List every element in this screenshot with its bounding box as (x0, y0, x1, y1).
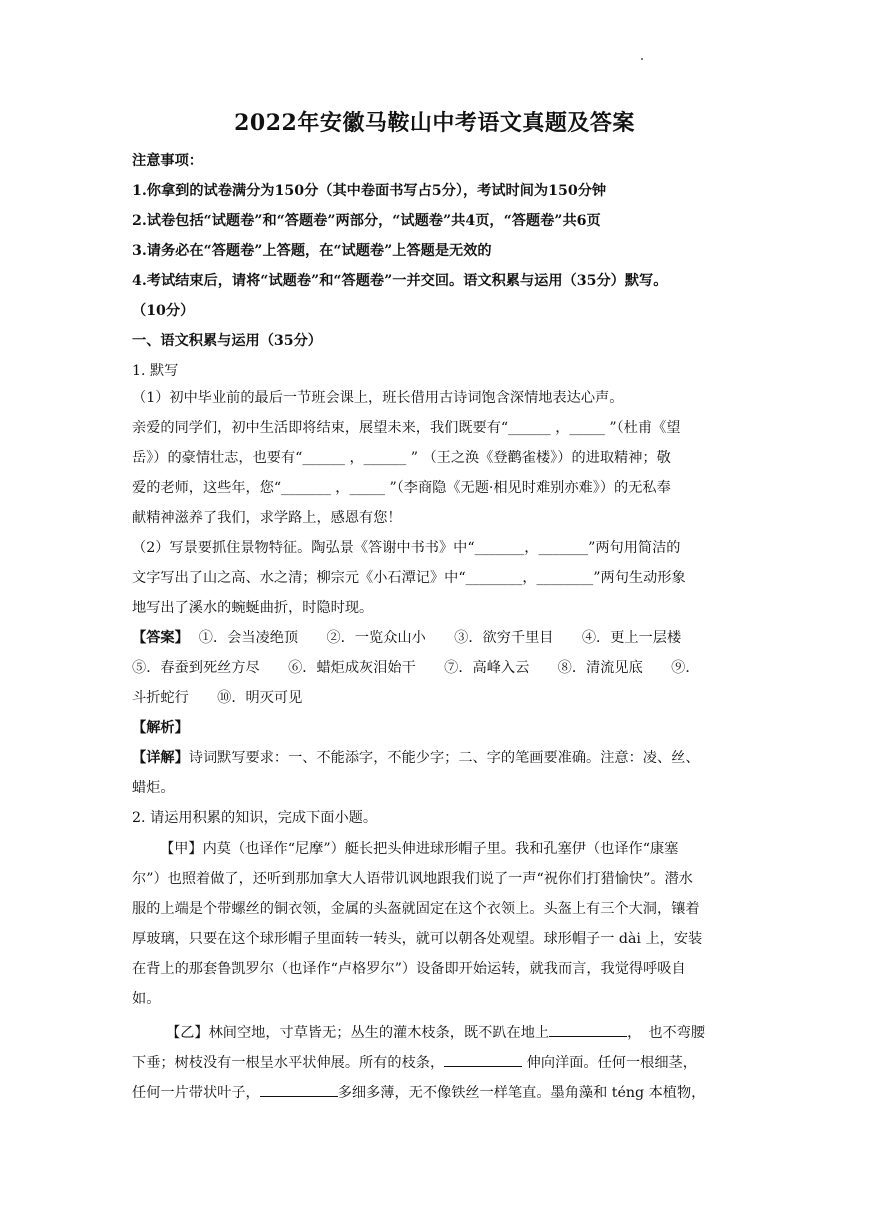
passage-jia-line: 在背上的那套鲁凯罗尔（也译作“卢格罗尔”）设备即开始运转，就我而言，我觉得呼吸自 (132, 961, 686, 977)
detail-label: 【详解】 (132, 750, 189, 766)
page-title: 2022年安徽马鞍山中考语文真题及答案 (234, 110, 635, 136)
question-1-part1-line: 献精神滋养了我们，求学路上，感恩有您！ (132, 510, 402, 526)
passage-yi-text: 伸向洋面。任何一根细茎， (522, 1055, 697, 1071)
passage-yi-line-1 (166, 1022, 742, 1042)
answer-text: ①．会当凌绝顶 ②．一览众山小 ③．欲穷千里目 ④．更上一层楼 (198, 630, 682, 646)
fill-blank[interactable] (444, 1052, 522, 1067)
passage-yi-text: 下垂；树枝没有一根呈水平状伸展。所有的枝条， (132, 1055, 445, 1071)
question-1-part2-line: 地写出了溪水的蜿蜒曲折，时隐时现。 (132, 600, 374, 616)
passage-yi-text: ， 也不弯腰 (627, 1025, 706, 1041)
passage-jia-line: 【甲】内莫（也译作“尼摩”）艇长把头伸进球形帽子里。我和孔塞伊（也译作“康塞 (160, 841, 679, 857)
fill-blank[interactable] (549, 1022, 627, 1037)
passage-yi-text: 任何一片带状叶子， (132, 1085, 260, 1101)
question-1-part2-line: （2）写景要抓住景物特征。陶弘景《答谢中书书》中“_______，_______”两句用简洁的 (132, 540, 681, 556)
section-heading: 一、语文积累与运用（35分） (132, 333, 322, 349)
passage-jia-line: 尔”）也照着做了，还听到那加拿大人语带讥讽地跟我们说了一声“祝你们打猎愉快”。潜水 (132, 871, 693, 887)
notes-item-2: 2.试卷包括“试题卷”和“答题卷”两部分，“试题卷”共4页，“答题卷”共6页 (132, 213, 601, 229)
notes-item-5: （10分） (132, 303, 195, 319)
question-2-label: 2. 请运用积累的知识，完成下面小题。 (132, 810, 378, 826)
question-1-part1-line: 亲爱的同学们，初中生活即将结束，展望未来，我们既要有“______ ，_____ ”（杜甫《望 (132, 420, 681, 436)
passage-jia-line: 厚玻璃，只要在这个球形帽子里面转一转头，就可以朝各处观望。球形帽子一 dài 上，安装 (132, 931, 703, 947)
passage-jia-line: 服的上端是个带螺丝的铜衣领，金属的头盔就固定在这个衣领上。头盔上有三个大洞，镶着 (132, 901, 700, 917)
fill-blank[interactable] (260, 1082, 338, 1097)
answer-line-2: ⑤．春蚕到死丝方尽 ⑥．蜡炬成灰泪始干 ⑦．高峰入云 ⑧．清流见底 ⑨． (132, 660, 700, 676)
notes-heading: 注意事项： (132, 153, 203, 169)
detail-line-2: 蜡炬。 (132, 780, 175, 796)
passage-yi-text: 【乙】林间空地，寸草皆无；丛生的灌木枝条，既不趴在地上 (166, 1025, 550, 1041)
question-1-label: 1. 默写 (132, 363, 179, 379)
question-1-part1-line: 爱的老师，这些年，您“_______ ，_____ ”（李商隐《无题·相见时难别亦难》）的无私奉 (132, 480, 671, 496)
question-1-part1-intro: （1）初中毕业前的最后一节班会课上，班长借用古诗词饱含深情地表达心声。 (132, 390, 624, 406)
passage-yi-line-3 (132, 1082, 742, 1102)
answer-label: 【答案】 (132, 630, 189, 646)
notes-item-1: 1.你拿到的试卷满分为150分（其中卷面书写占5分），考试时间为150分钟 (132, 183, 607, 199)
passage-yi-line-2 (132, 1052, 742, 1072)
notes-item-3: 3.请务必在“答题卷”上答题，在“试题卷”上答题是无效的 (132, 243, 492, 259)
detail-line-1 (132, 749, 742, 767)
notes-item-4: 4.考试结束后，请将“试题卷”和“答题卷”一并交回。语文积累与运用（35分）默写。 (132, 273, 668, 289)
answer-line-1 (132, 629, 742, 647)
passage-yi-text: 多细多薄，无不像铁丝一样笔直。墨角藻和 téng 本植物， (337, 1085, 706, 1101)
page-dot (641, 58, 643, 60)
question-1-part1-line: 岳》）的豪情壮志，也要有“______ ，______ ” （王之涣《登鹳雀楼》）的进取精神；敬 (132, 450, 671, 466)
passage-jia-line: 如。 (132, 991, 161, 1007)
detail-text: 诗词默写要求：一、不能添字，不能少字；二、字的笔画要准确。注意：凌、丝、 (188, 750, 700, 766)
question-1-part2-line: 文字写出了山之高、水之清；柳宗元《小石潭记》中“________，________”两句生动形象 (132, 570, 686, 586)
answer-line-3: 斗折蛇行 ⑩．明灭可见 (132, 690, 303, 706)
analysis-label: 【解析】 (132, 720, 189, 736)
